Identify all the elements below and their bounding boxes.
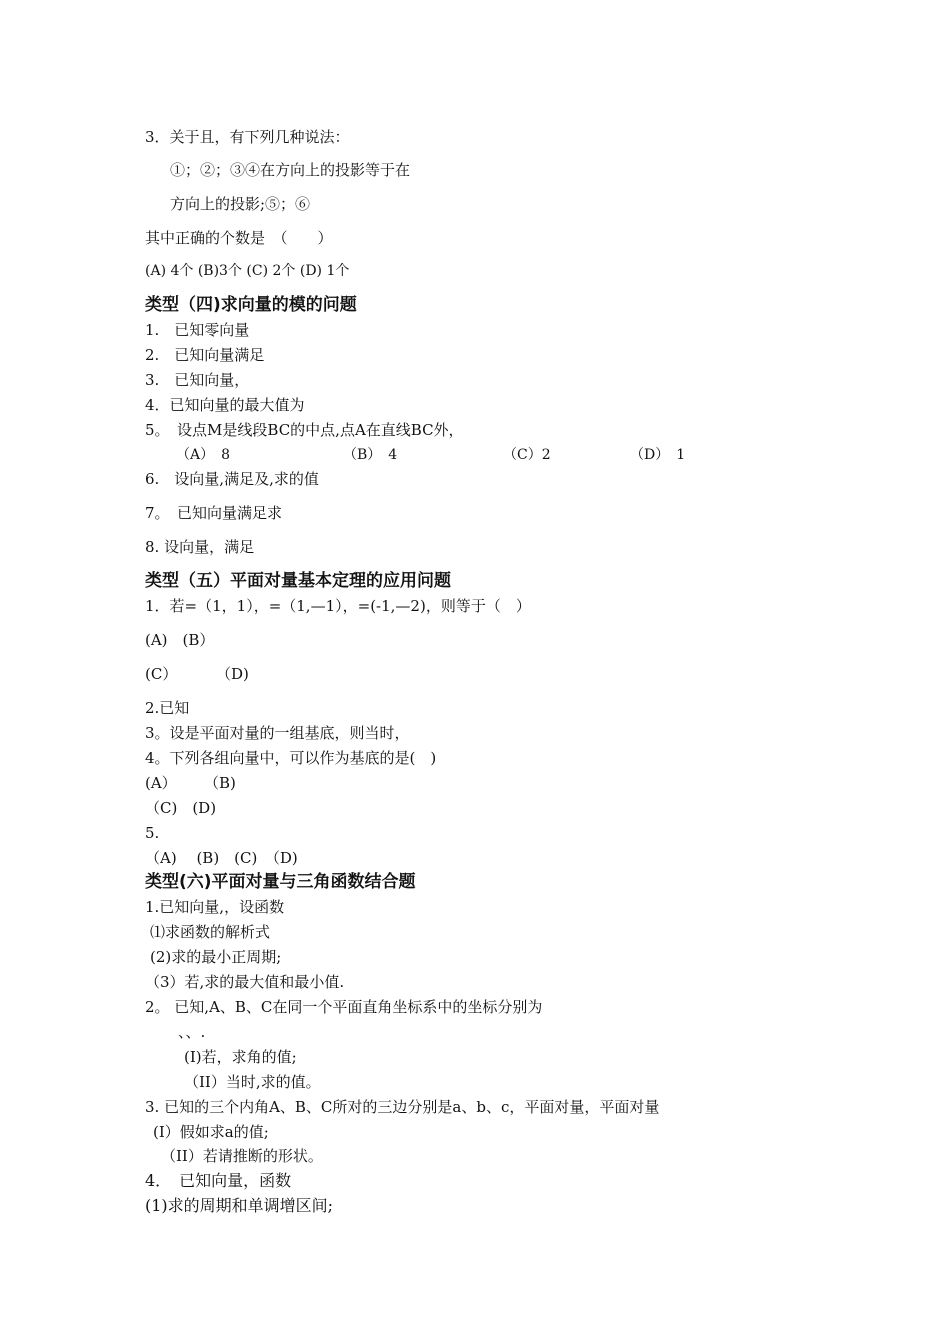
section5-heading: 类型（五）平面对量基本定理的应用问题 xyxy=(145,571,451,591)
s6-q2-part1: (I)若，求角的值; xyxy=(184,1048,297,1066)
s5-q5-options: （A) (B) (C) （D) xyxy=(145,849,298,867)
s6-q1-part1: ⑴求函数的解析式 xyxy=(150,923,271,941)
s6-q1-part2: (2)求的最小正周期; xyxy=(150,948,282,966)
s4-item-3: 3. 已知向量， xyxy=(145,371,250,389)
s4-item-5: 5。 设点M是线段BC的中点,点A在直线BC外， xyxy=(145,421,464,439)
s6-q2-coordinates: 、、. xyxy=(178,1023,206,1041)
s6-q1-part3: （3）若,求的最大值和最小值. xyxy=(145,973,345,991)
s5-q4: 4。下列各组向量中，可以作为基底的是( ) xyxy=(145,749,437,767)
q3-question: 其中正确的个数是 （ ） xyxy=(145,229,333,247)
s6-q3: 3. 已知的三个内角A、B、C所对的三边分别是a、b、c，平面对量，平面对量 xyxy=(145,1098,660,1116)
s4-item-1: 1. 已知零向量 xyxy=(145,321,250,339)
q3-options: (A) 4个 (B)3个 (C) 2个 (D) 1个 xyxy=(145,263,350,279)
s5-q2: 2.已知 xyxy=(145,699,190,717)
s4-q5-option-a: （A） 8 xyxy=(176,447,231,463)
s5-q4-options-cd: （C) (D) xyxy=(145,799,217,817)
s5-q3: 3。设是平面对量的一组基底，则当时， xyxy=(145,724,410,742)
section6-heading: 类型(六)平面对量与三角函数结合题 xyxy=(145,872,416,892)
s4-q5-option-c: （C）2 xyxy=(503,447,551,463)
s6-q1: 1.已知向量,，设函数 xyxy=(145,898,285,916)
s6-q3-part1: (I）假如求a的值; xyxy=(153,1123,269,1141)
q3-statements-line1: ①；②；③④在方向上的投影等于在 xyxy=(170,161,411,179)
s5-q1-options-ab: (A) (B） xyxy=(145,631,215,649)
s5-q1-option-c: (C） xyxy=(145,665,178,683)
s4-item-2: 2. 已知向量满足 xyxy=(145,346,265,364)
s4-item-7: 7。 已知向量满足求 xyxy=(145,504,283,522)
q3-statements-line2: 方向上的投影;⑤；⑥ xyxy=(170,195,311,213)
s5-q1: 1．若=（1，1），=（1,—1），=(-1,—2)，则等于（ ） xyxy=(145,597,531,615)
s6-q3-part2: （II）若请推断的形状。 xyxy=(161,1147,323,1165)
s5-q5: 5. xyxy=(145,824,160,842)
s6-q2-part2: （II）当时,求的值。 xyxy=(184,1073,321,1091)
q3-stem: 3．关于且，有下列几种说法： xyxy=(145,128,350,146)
s6-q4: 4． 已知向量，函数 xyxy=(145,1171,292,1190)
s4-item-8: 8. 设向量，满足 xyxy=(145,538,255,556)
s6-q2: 2。 已知,A、B、C在同一个平面直角坐标系中的坐标分别为 xyxy=(145,998,543,1016)
s5-q4-option-b: （B) xyxy=(204,774,236,792)
s4-item-4: 4．已知向量的最大值为 xyxy=(145,396,305,414)
s4-q5-option-b: （B） 4 xyxy=(343,447,398,463)
s5-q1-option-d: （D) xyxy=(216,665,249,683)
s4-item-6: 6. 设向量,满足及,求的值 xyxy=(145,470,319,488)
s6-q4-part1: (1)求的周期和单调增区间; xyxy=(145,1196,334,1215)
section4-heading: 类型（四)求向量的模的问题 xyxy=(145,295,357,315)
s5-q4-option-a: (A） xyxy=(145,774,177,792)
s4-q5-option-d: （D） 1 xyxy=(630,447,686,463)
